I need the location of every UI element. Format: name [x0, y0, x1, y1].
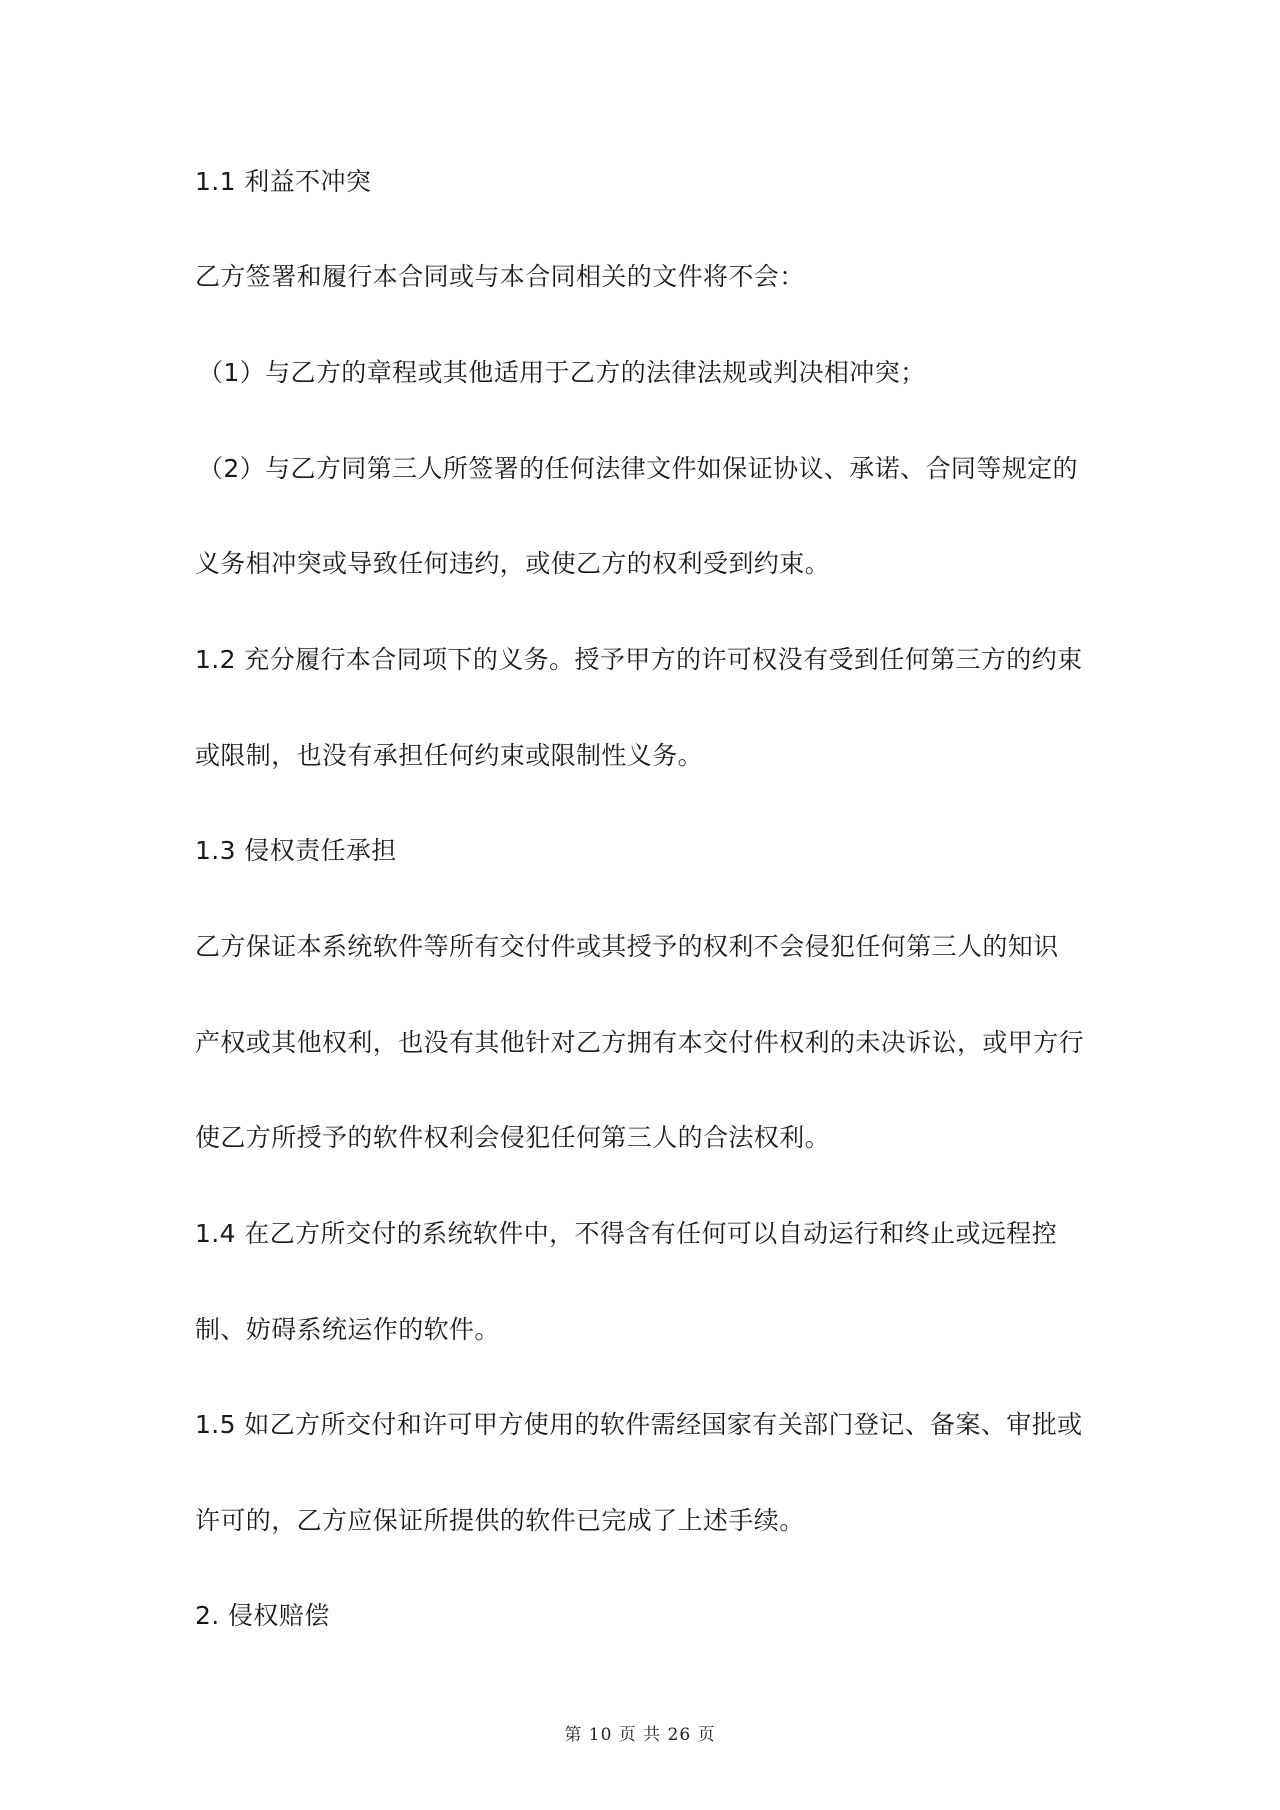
paragraph-line: 乙方保证本系统软件等所有交付件或其授予的权利不会侵犯任何第三人的知识: [195, 932, 1059, 961]
paragraph-line: 或限制，也没有承担任何约束或限制性义务。: [195, 741, 704, 770]
section-heading-1-3: 1.3 侵权责任承担: [195, 836, 397, 865]
paragraph-line: 制、妨碍系统运作的软件。: [195, 1315, 500, 1344]
section-1-5-line: 1.5 如乙方所交付和许可甲方使用的软件需经国家有关部门登记、备案、审批或: [195, 1410, 1083, 1439]
paragraph-line: 许可的，乙方应保证所提供的软件已完成了上述手续。: [195, 1506, 805, 1535]
section-1-2-line: 1.2 充分履行本合同项下的义务。授予甲方的许可权没有受到任何第三方的约束: [195, 645, 1083, 674]
list-item-2: （2）与乙方同第三人所签署的任何法律文件如保证协议、承诺、合同等规定的: [198, 454, 1078, 483]
list-item-1: （1）与乙方的章程或其他适用于乙方的法律法规或判决相冲突；: [198, 358, 926, 387]
section-heading-1-1: 1.1 利益不冲突: [195, 167, 372, 196]
paragraph-line: 乙方签署和履行本合同或与本合同相关的文件将不会：: [195, 262, 805, 291]
paragraph-line: 产权或其他权利，也没有其他针对乙方拥有本交付件权利的未决诉讼，或甲方行: [195, 1028, 1085, 1057]
paragraph-line: 使乙方所授予的软件权利会侵犯任何第三人的合法权利。: [195, 1123, 831, 1152]
page-number-footer: 第 10 页 共 26 页: [564, 1725, 716, 1745]
paragraph-line: 义务相冲突或导致任何违约，或使乙方的权利受到约束。: [195, 549, 831, 578]
section-heading-2: 2. 侵权赔偿: [195, 1601, 330, 1630]
section-1-4-line: 1.4 在乙方所交付的系统软件中，不得含有任何可以自动运行和终止或远程控: [195, 1219, 1058, 1248]
